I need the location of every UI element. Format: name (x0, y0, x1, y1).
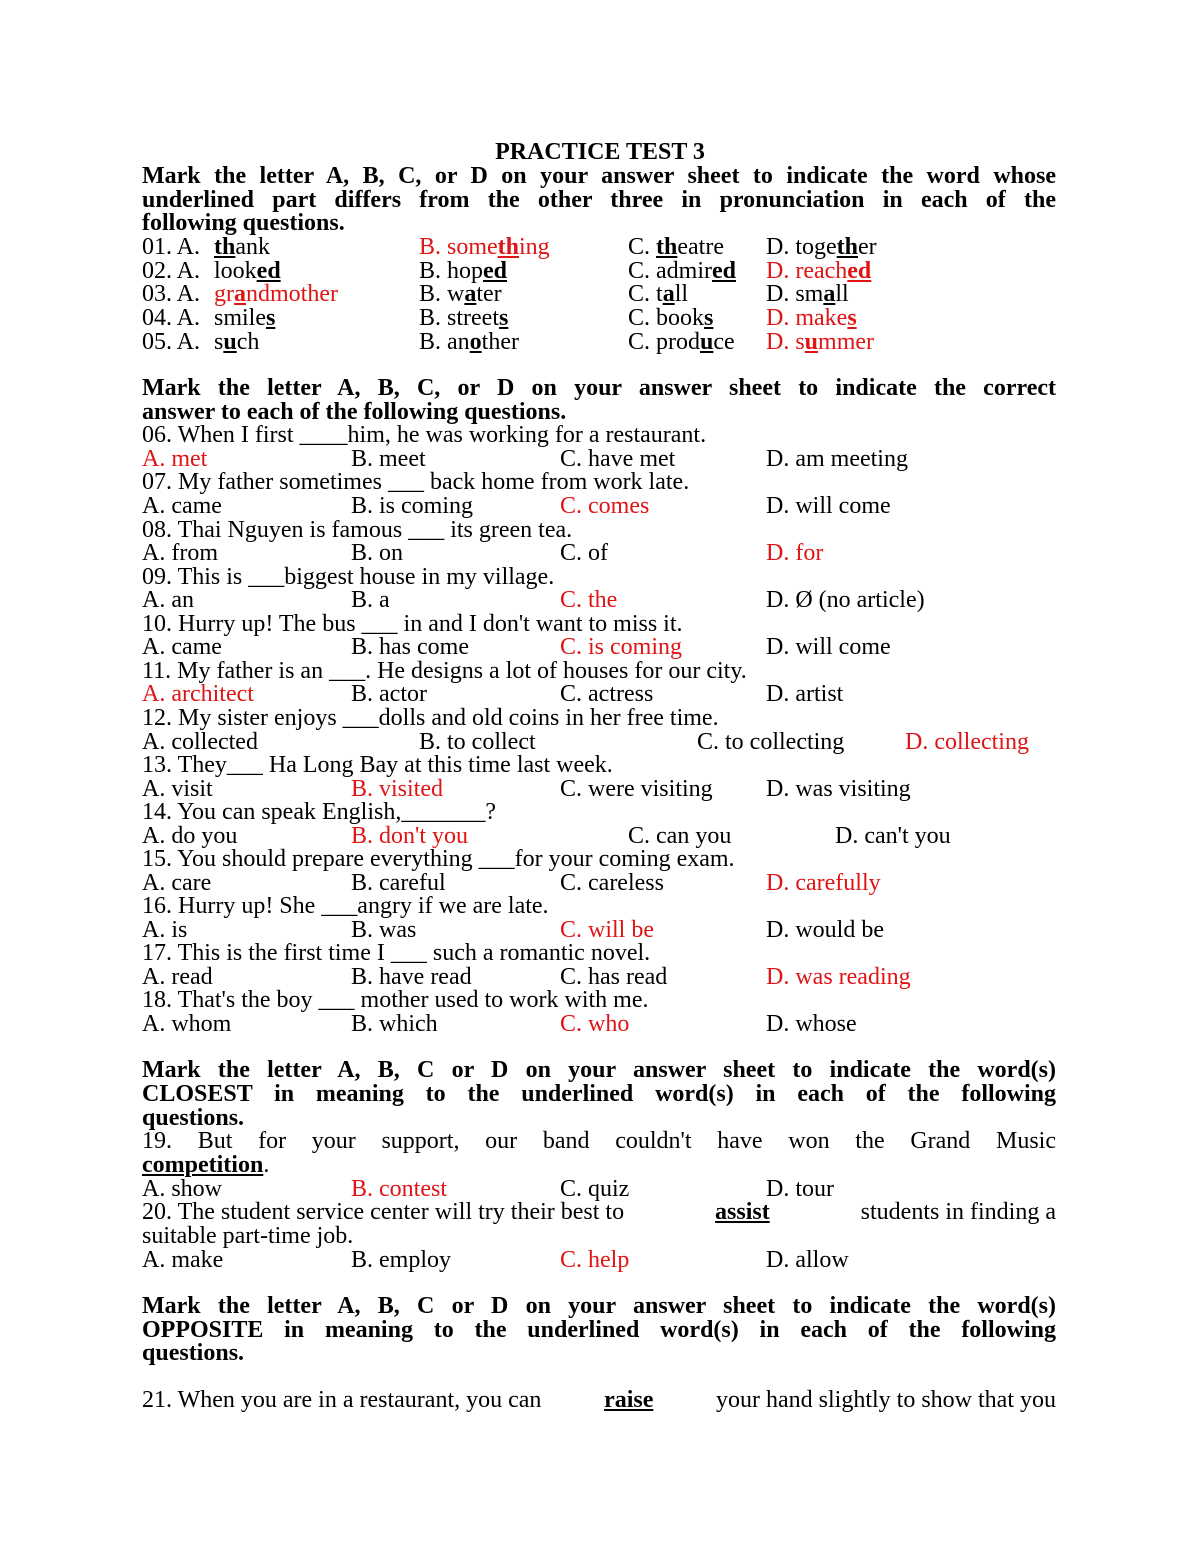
question-text: 06. When I first ____him, he was working for a restaurant. (142, 422, 707, 448)
option-d: D. will come (766, 493, 891, 519)
option-c: C. tall (628, 281, 689, 307)
question-number: 02. A. (142, 258, 201, 284)
question-text: 09. This is ___biggest house in my village. (142, 564, 555, 590)
option-d: D. artist (766, 681, 844, 707)
option-c: C. who (560, 1011, 630, 1037)
option-c: C. were visiting (560, 776, 713, 802)
option-c: C. is coming (560, 634, 683, 660)
instruction-line: OPPOSITE in meaning to the underlined word(s) in each of the following (142, 1317, 1056, 1343)
question-text: 07. My father sometimes ___ back home from work late. (142, 469, 690, 495)
instruction-line: answer to each of the following questions. (142, 399, 567, 425)
option-a: A. whom (142, 1011, 232, 1037)
option-d: D. summer (766, 329, 875, 355)
option-c: C. books (628, 305, 714, 331)
option-a: A. came (142, 634, 222, 660)
option-d: D. was reading (766, 964, 911, 990)
option-a: A. architect (142, 681, 254, 707)
option-a: A. came (142, 493, 222, 519)
question-number: 01. A. (142, 234, 201, 260)
option-d: D. tour (766, 1176, 834, 1202)
option-b: B. a (351, 587, 390, 613)
instruction-line: CLOSEST in meaning to the underlined word(s) in each of the following (142, 1081, 1056, 1107)
option-d: D. makes (766, 305, 857, 331)
option-a: A. is (142, 917, 188, 943)
option-d: D. would be (766, 917, 884, 943)
question-number: 04. A. (142, 305, 201, 331)
option-d: D. am meeting (766, 446, 908, 472)
option-b: B. another (419, 329, 519, 355)
instruction-line: Mark the letter A, B, C, or D on your answer sheet to indicate the correct (142, 375, 1056, 401)
question-text: suitable part-time job. (142, 1223, 354, 1249)
question-text: 11. My father is an ___. He designs a lot of houses for our city. (142, 658, 747, 684)
option-d: D. will come (766, 634, 891, 660)
option-c: C. theatre (628, 234, 724, 260)
option-c: C. admired (628, 258, 736, 284)
option-c: C. have met (560, 446, 676, 472)
instruction-line: Mark the letter A, B, C or D on your answer sheet to indicate the word(s) (142, 1293, 1056, 1319)
option-b: B. to collect (419, 729, 536, 755)
question-text: 16. Hurry up! She ___angry if we are late. (142, 893, 549, 919)
option-c: C. produce (628, 329, 735, 355)
instruction-line: Mark the letter A, B, C, or D on your answer sheet to indicate the word whose (142, 163, 1056, 189)
question-text: 19. But for your support, our band couldn't have won the Grand Music (142, 1128, 1056, 1154)
option-b: B. which (351, 1011, 438, 1037)
option-c: C. careless (560, 870, 664, 896)
option-d: D. for (766, 540, 824, 566)
option-a: A. from (142, 540, 218, 566)
option-b: B. have read (351, 964, 472, 990)
option-d: D. Ø (no article) (766, 587, 925, 613)
option-c: C. to collecting (697, 729, 845, 755)
option-b: B. visited (351, 776, 444, 802)
option-b: B. contest (351, 1176, 447, 1202)
question-text: 21. When you are in a restaurant, you can raise your hand slightly to show that you (142, 1387, 1056, 1413)
instruction-line: questions. (142, 1340, 245, 1366)
option-b: B. on (351, 540, 404, 566)
option-d: D. whose (766, 1011, 857, 1037)
instruction-line: underlined part differs from the other three in pronunciation in each of the (142, 187, 1056, 213)
option-a: A. care (142, 870, 212, 896)
question-text: 13. They___ Ha Long Bay at this time last week. (142, 752, 613, 778)
page-title: PRACTICE TEST 3 (495, 139, 705, 165)
question-text: competition. (142, 1152, 270, 1178)
option-a: such (214, 329, 260, 355)
instruction-line: Mark the letter A, B, C or D on your answer sheet to indicate the word(s) (142, 1057, 1056, 1083)
option-b: B. is coming (351, 493, 474, 519)
question-text: 12. My sister enjoys ___dolls and old coins in her free time. (142, 705, 719, 731)
option-d: D. collecting (905, 729, 1029, 755)
option-c: C. can you (628, 823, 732, 849)
option-b: B. don't you (351, 823, 468, 849)
option-c: C. comes (560, 493, 650, 519)
question-text: 17. This is the first time I ___ such a romantic novel. (142, 940, 651, 966)
underlined-word: raise (604, 1387, 654, 1413)
option-d: D. was visiting (766, 776, 911, 802)
option-b: B. employ (351, 1247, 451, 1273)
question-text: 20. The student service center will try their best to assist students in finding a (142, 1199, 1056, 1225)
option-d: D. can't you (835, 823, 951, 849)
option-a: looked (214, 258, 281, 284)
option-c: C. actress (560, 681, 654, 707)
question-number: 03. A. (142, 281, 201, 307)
underlined-word: competition (142, 1152, 264, 1178)
question-text: 15. You should prepare everything ___for your coming exam. (142, 846, 735, 872)
option-a: smiles (214, 305, 276, 331)
option-c: C. will be (560, 917, 654, 943)
question-text: 14. You can speak English,_______? (142, 799, 496, 825)
instruction-line: following questions. (142, 210, 345, 236)
question-text: 08. Thai Nguyen is famous ___ its green tea. (142, 517, 573, 543)
option-b: B. was (351, 917, 417, 943)
option-d: D. together (766, 234, 877, 260)
option-b: B. something (419, 234, 550, 260)
option-a: A. do you (142, 823, 238, 849)
option-a: A. show (142, 1176, 223, 1202)
option-b: B. has come (351, 634, 469, 660)
option-b: B. actor (351, 681, 427, 707)
underlined-word: assist (715, 1199, 770, 1225)
question-text: 18. That's the boy ___ mother used to work with me. (142, 987, 649, 1013)
question-number: 05. A. (142, 329, 201, 355)
option-c: C. quiz (560, 1176, 630, 1202)
option-b: B. water (419, 281, 502, 307)
option-d: D. small (766, 281, 849, 307)
option-a: thank (214, 234, 270, 260)
option-d: D. reached (766, 258, 872, 284)
option-c: C. has read (560, 964, 668, 990)
option-a: A. read (142, 964, 213, 990)
option-d: D. allow (766, 1247, 849, 1273)
option-b: B. hoped (419, 258, 508, 284)
option-a: A. visit (142, 776, 213, 802)
option-b: B. streets (419, 305, 509, 331)
option-d: D. carefully (766, 870, 881, 896)
instruction-line: questions. (142, 1105, 245, 1131)
option-c: C. the (560, 587, 618, 613)
option-a: A. make (142, 1247, 224, 1273)
option-a: A. collected (142, 729, 258, 755)
option-b: B. meet (351, 446, 426, 472)
option-c: C. of (560, 540, 608, 566)
option-a: grandmother (214, 281, 338, 307)
option-a: A. met (142, 446, 208, 472)
question-text: 10. Hurry up! The bus ___ in and I don't want to miss it. (142, 611, 683, 637)
option-a: A. an (142, 587, 194, 613)
option-b: B. careful (351, 870, 446, 896)
option-c: C. help (560, 1247, 630, 1273)
